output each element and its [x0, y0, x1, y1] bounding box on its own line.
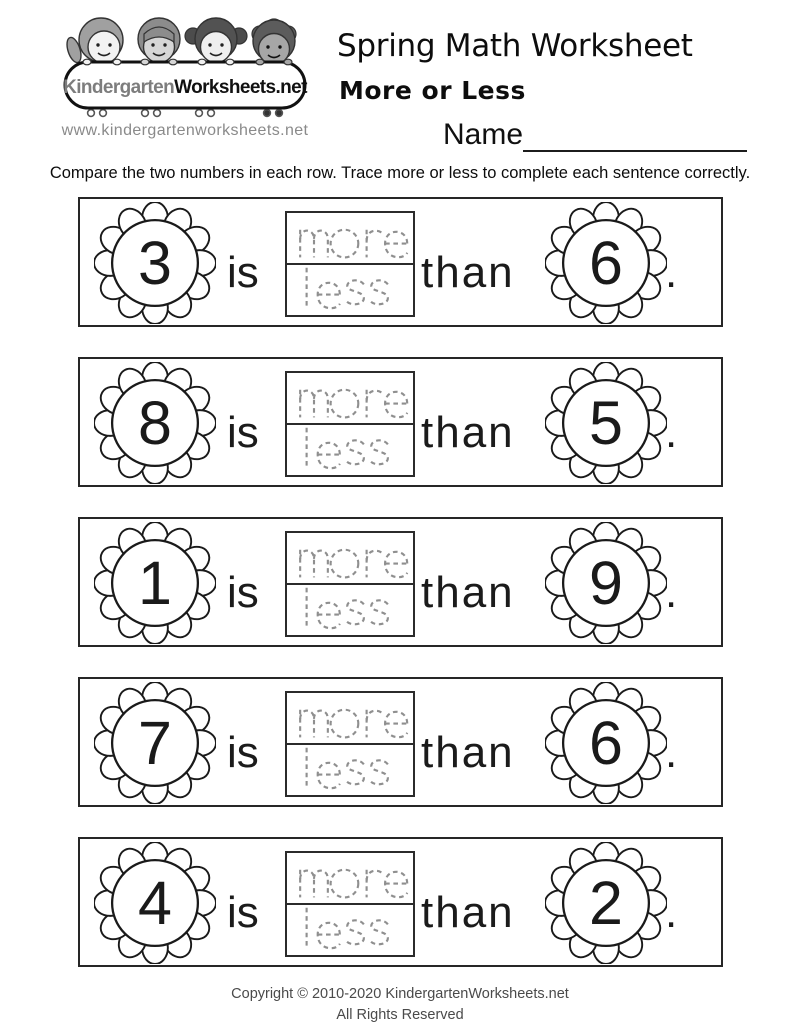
left-number: 7	[138, 708, 172, 777]
word-than: than	[421, 248, 515, 297]
name-field	[443, 118, 747, 152]
word-is: is	[227, 728, 259, 777]
logo-brand-black: Worksheets.net	[174, 77, 307, 98]
trace-word-less-icon	[289, 265, 411, 313]
sentence-row-4	[78, 677, 723, 807]
trace-box	[285, 211, 415, 317]
word-is: is	[227, 888, 259, 937]
trace-word-more-icon	[289, 534, 411, 582]
sentence-rows	[78, 197, 723, 997]
name-blank-line	[523, 122, 747, 152]
trace-box	[285, 371, 415, 477]
sentence-row-2	[78, 357, 723, 487]
word-is: is	[227, 408, 259, 457]
logo-url-text: www.kindergartenworksheets.net	[61, 122, 309, 139]
sentence-period: .	[665, 728, 678, 777]
flower-icon-right	[545, 202, 667, 324]
trace-word-more-icon	[289, 854, 411, 902]
right-number: 2	[589, 868, 623, 937]
sentence-row-5	[78, 837, 723, 967]
name-label: Name	[443, 118, 524, 151]
right-number: 9	[589, 548, 623, 617]
trace-box	[285, 531, 415, 637]
flower-icon-left	[94, 842, 216, 964]
word-is: is	[227, 248, 259, 297]
flower-icon-right	[545, 842, 667, 964]
trace-less-cell	[287, 743, 413, 793]
trace-less-cell	[287, 583, 413, 633]
footer-copyright: Copyright © 2010-2020 KindergartenWorksheets.net	[231, 986, 569, 1002]
flower-icon-left	[94, 202, 216, 324]
word-than: than	[421, 568, 515, 617]
trace-word-less-icon	[289, 585, 411, 633]
trace-box	[285, 691, 415, 797]
right-number: 6	[589, 708, 623, 777]
kids-logo-icon	[58, 12, 312, 124]
flower-icon-right	[545, 522, 667, 644]
trace-box	[285, 851, 415, 957]
trace-less-cell	[287, 423, 413, 473]
trace-more-cell	[287, 853, 413, 903]
word-than: than	[421, 888, 515, 937]
trace-word-less-icon	[289, 425, 411, 473]
sentence-period: .	[665, 408, 678, 457]
flower-icon-left	[94, 362, 216, 484]
word-than: than	[421, 408, 515, 457]
sentence-period: .	[665, 248, 678, 297]
right-number: 5	[589, 388, 623, 457]
flower-icon-left	[94, 682, 216, 804]
right-number: 6	[589, 228, 623, 297]
logo-brand-text	[63, 77, 308, 98]
trace-word-more-icon	[289, 694, 411, 742]
left-number: 8	[138, 388, 172, 457]
left-number: 4	[138, 868, 172, 937]
sentence-row-1	[78, 197, 723, 327]
footer	[0, 984, 800, 1026]
trace-word-less-icon	[289, 905, 411, 953]
word-is: is	[227, 568, 259, 617]
trace-more-cell	[287, 213, 413, 263]
sentence-period: .	[665, 888, 678, 937]
trace-word-more-icon	[289, 374, 411, 422]
footer-rights: All Rights Reserved	[336, 1007, 464, 1024]
trace-less-cell	[287, 903, 413, 953]
instructions-text: Compare the two numbers in each row. Trace more or less to complete each sentence correctly.	[49, 164, 751, 182]
trace-less-cell	[287, 263, 413, 313]
logo-brand-gray: Kindergarten	[63, 77, 175, 98]
trace-word-more-icon	[289, 214, 411, 262]
trace-more-cell	[287, 533, 413, 583]
flower-icon-left	[94, 522, 216, 644]
worksheet-subtitle: More or Less	[339, 76, 526, 105]
trace-more-cell	[287, 373, 413, 423]
worksheet-title: Spring Math Worksheet	[337, 28, 693, 64]
left-number: 3	[138, 228, 172, 297]
sentence-row-3	[78, 517, 723, 647]
word-than: than	[421, 728, 515, 777]
trace-word-less-icon	[289, 745, 411, 793]
flower-icon-right	[545, 682, 667, 804]
trace-more-cell	[287, 693, 413, 743]
sentence-period: .	[665, 568, 678, 617]
left-number: 1	[138, 548, 172, 617]
flower-icon-right	[545, 362, 667, 484]
